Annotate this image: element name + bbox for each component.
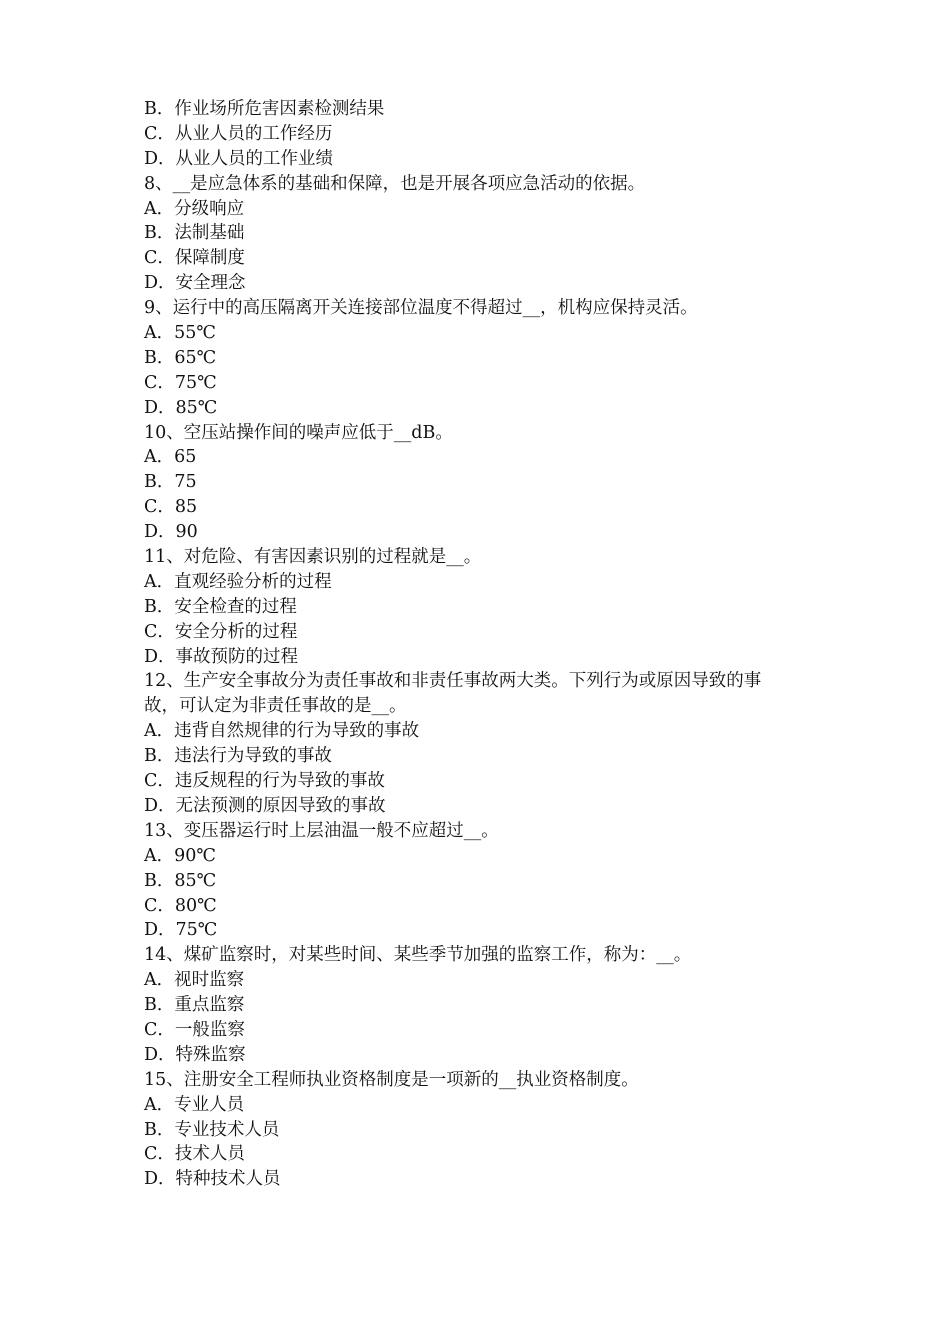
- option-line: C．85: [144, 497, 198, 518]
- option-line: A．90℃: [144, 845, 216, 866]
- option-line: C．保障制度: [144, 248, 245, 269]
- question-line: 14、煤矿监察时，对某些时间、某些季节加强的监察工作，称为：__。: [144, 945, 692, 966]
- option-line: A．视时监察: [144, 970, 245, 991]
- option-line: C．违反规程的行为导致的事故: [144, 771, 385, 792]
- option-line: B．75: [144, 472, 197, 493]
- option-line: D．特种技术人员: [144, 1169, 281, 1190]
- option-line: C．安全分析的过程: [144, 621, 298, 642]
- option-line: C．80℃: [144, 895, 217, 916]
- option-line: B．专业技术人员: [144, 1119, 280, 1140]
- option-line: A．违背自然规律的行为导致的事故: [144, 721, 420, 742]
- option-line: A．分级响应: [144, 198, 245, 219]
- option-line: A．专业人员: [144, 1094, 245, 1115]
- option-line: D．从业人员的工作业绩: [144, 148, 334, 169]
- question-line-continued: 故，可认定为非责任事故的是__。: [144, 696, 407, 717]
- option-line: D．75℃: [144, 920, 218, 941]
- option-line: A．直观经验分析的过程: [144, 571, 332, 592]
- option-line: D．特殊监察: [144, 1044, 246, 1065]
- question-line: 10、空压站操作间的噪声应低于__dB。: [144, 422, 453, 443]
- option-line: D．无法预测的原因导致的事故: [144, 795, 386, 816]
- option-line: B．作业场所危害因素检测结果: [144, 99, 385, 119]
- option-line: C．从业人员的工作经历: [144, 123, 333, 144]
- option-line: B．违法行为导致的事故: [144, 746, 332, 767]
- option-line: D．安全理念: [144, 273, 246, 294]
- option-line: B．法制基础: [144, 223, 245, 244]
- option-line: B．65℃: [144, 347, 217, 368]
- option-line: D．90: [144, 522, 198, 543]
- option-line: A．55℃: [144, 323, 216, 344]
- option-line: B．85℃: [144, 870, 217, 891]
- option-line: C．技术人员: [144, 1144, 245, 1165]
- option-line: D．事故预防的过程: [144, 646, 299, 667]
- option-line: D．85℃: [144, 397, 218, 418]
- question-line: 9、运行中的高压隔离开关连接部位温度不得超过__，机构应保持灵活。: [144, 298, 698, 319]
- question-line: 13、变压器运行时上层油温一般不应超过__。: [144, 820, 499, 841]
- question-line: 8、__是应急体系的基础和保障，也是开展各项应急活动的依据。: [144, 173, 646, 194]
- document-page: [144, 97, 824, 1192]
- question-line: 15、注册安全工程师执业资格制度是一项新的__执业资格制度。: [144, 1069, 639, 1090]
- question-line: 12、生产安全事故分为责任事故和非责任事故两大类。下列行为或原因导致的事: [144, 671, 762, 692]
- option-line: B．重点监察: [144, 995, 245, 1016]
- option-line: C．75℃: [144, 372, 217, 393]
- option-line: A．65: [144, 447, 197, 468]
- option-line: B．安全检查的过程: [144, 596, 297, 617]
- question-line: 11、对危险、有害因素识别的过程就是__。: [144, 547, 482, 568]
- option-line: C．一般监察: [144, 1019, 245, 1040]
